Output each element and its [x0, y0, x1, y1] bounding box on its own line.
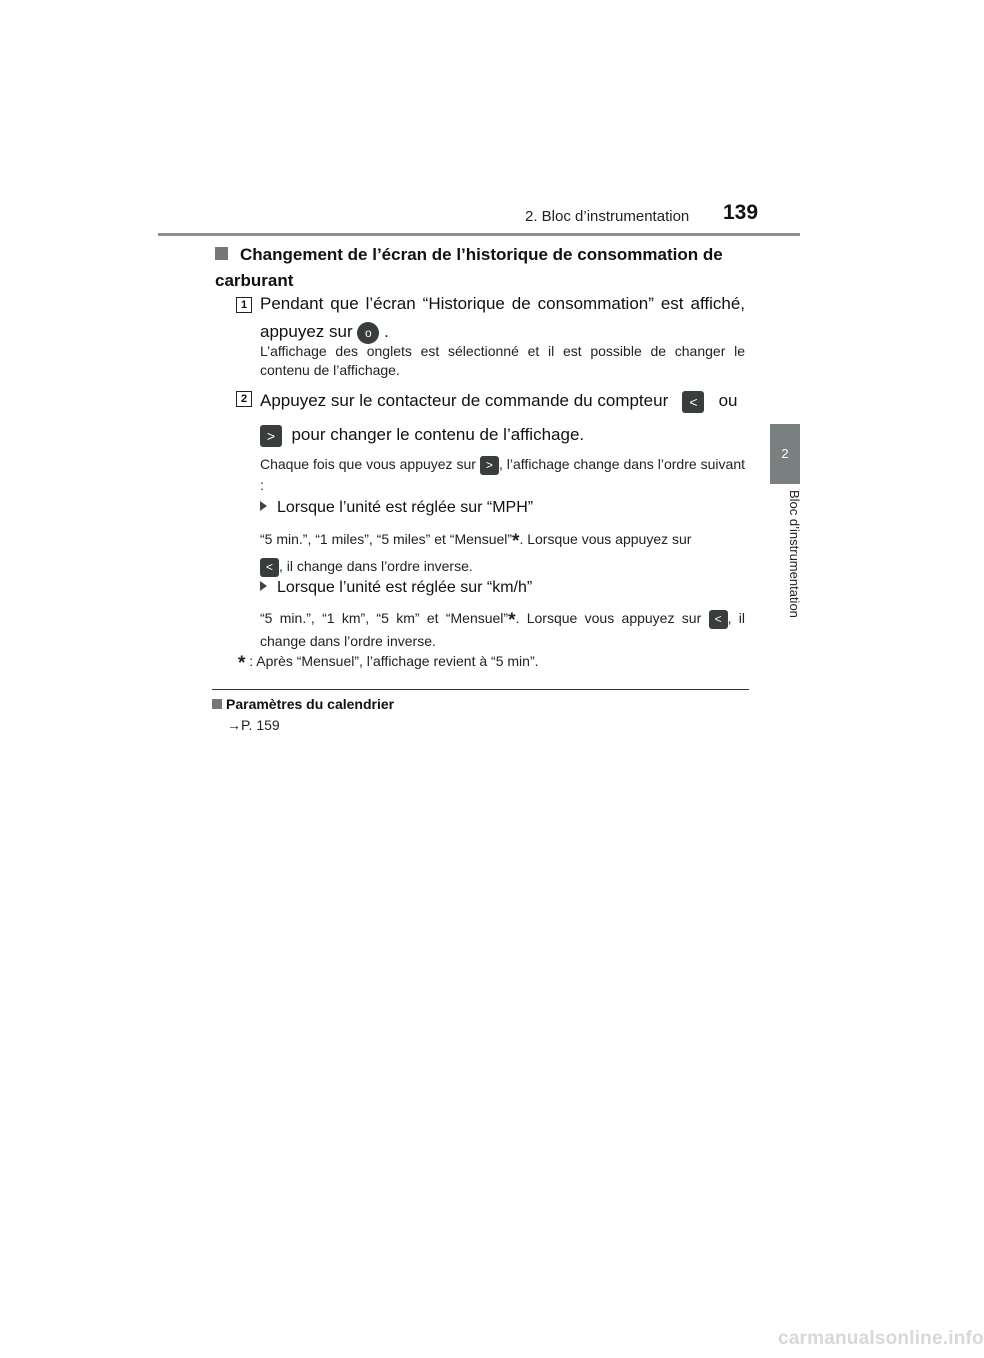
- watermark: carmanualsonline.info: [778, 1328, 984, 1349]
- square-bullet-icon: [212, 699, 222, 709]
- kmh-text: “5 min.”, “1 km”, “5 km” et “Mensuel”*. Lorsque vous appuyez sur < , il change dans l’ordre inverse.: [260, 610, 746, 649]
- page-number: 139: [723, 201, 759, 224]
- chevron-left-icon: <: [682, 391, 704, 413]
- section-title: Changement de l’écran de l’historique de consommation de carburant: [215, 245, 723, 290]
- mph-text: “5 min.”, “1 miles”, “5 miles” et “Mensuel”*. Lorsque vous appuyez sur < , il change dans l’ordre inverse.: [260, 527, 745, 579]
- chapter-tab[interactable]: 2: [770, 424, 800, 484]
- chevron-left-icon: <: [260, 558, 279, 577]
- triangle-bullet-icon: [260, 501, 267, 511]
- chevron-left-icon: <: [709, 610, 728, 629]
- display-button-icon: o: [357, 322, 379, 344]
- mph-heading: Lorsque l’unité est réglée sur “MPH”: [260, 494, 745, 522]
- footnote: * : Après “Mensuel”, l’affichage revient à “5 min”.: [238, 653, 539, 674]
- chevron-right-icon: >: [480, 456, 499, 475]
- chapter-tab-label: Bloc d’instrumentation: [787, 490, 802, 618]
- step-2-note: Chaque fois que vous appuyez sur > , l’affichage change dans l’ordre suivant :: [260, 456, 745, 493]
- page-reference-link[interactable]: →P. 159: [227, 717, 280, 733]
- chapter-title: 2. Bloc d’instrumentation: [525, 208, 690, 225]
- step-1-note: L’affichage des onglets est sélectionné et il est possible de changer le contenu de l’affichage.: [260, 343, 745, 378]
- chevron-right-icon: >: [260, 425, 282, 447]
- note-heading: Paramètres du calendrier: [212, 696, 394, 712]
- header-divider: [158, 233, 800, 236]
- section-divider: [212, 689, 749, 690]
- step-1-text: Pendant que l’écran “Historique de consommation” est affiché, appuyez sur o .: [260, 290, 745, 346]
- step-2-text: Appuyez sur le contacteur de commande du compteur < ou > pour changer le contenu de l’affichage.: [260, 384, 745, 452]
- step-number-1: 1: [236, 297, 252, 313]
- step-number-2: 2: [236, 391, 252, 407]
- square-bullet-icon: [215, 247, 228, 260]
- triangle-bullet-icon: [260, 581, 267, 591]
- kmh-heading: Lorsque l’unité est réglée sur “km/h”: [260, 574, 745, 602]
- section-heading: [215, 242, 745, 294]
